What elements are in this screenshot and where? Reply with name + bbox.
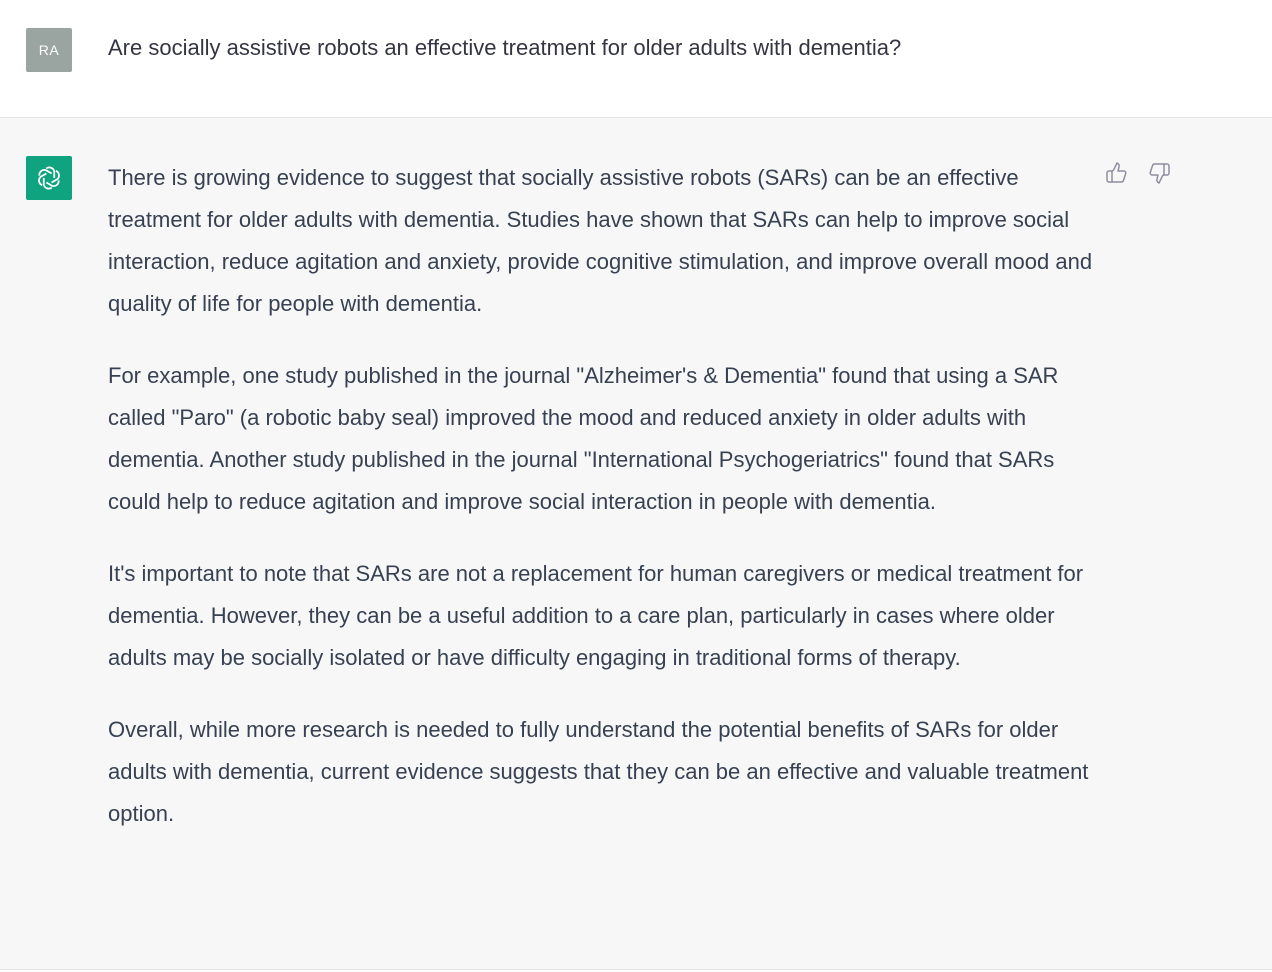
user-avatar: RA — [26, 28, 72, 72]
answer-paragraph: Overall, while more research is needed to fully understand the potential benefits of SARs for older adults with dementia, current evidence suggests that they can be an effective and valuable treatment option. — [108, 717, 1089, 826]
assistant-answer — [108, 157, 1098, 865]
answer-paragraph: For example, one study published in the journal "Alzheimer's & Dementia" found that using a SAR called "Paro" (a robotic baby seal) improved the mood and reduced anxiety in older adults with dementia. Another study published in the journal "International Psychogeriatrics" found that SARs could help to reduce agitation and improve social interaction in people with dementia. — [108, 363, 1059, 514]
thumbs-up-icon — [1105, 161, 1129, 185]
thumbs-down-icon — [1147, 161, 1171, 185]
openai-logo-icon — [34, 163, 64, 193]
answer-paragraph: It's important to note that SARs are not a replacement for human caregivers or medical treatment for dementia. However, they can be a useful addition to a care plan, particularly in cases where older adults may be socially isolated or have difficulty engaging in traditional forms of therapy. — [108, 561, 1084, 670]
thumbs-up-button[interactable] — [1104, 160, 1130, 186]
assistant-avatar — [26, 156, 72, 200]
thumbs-down-button[interactable] — [1146, 160, 1172, 186]
user-message-row — [0, 0, 1272, 118]
user-message-text: Are socially assistive robots an effective treatment for older adults with dementia? — [108, 35, 902, 60]
answer-paragraph: There is growing evidence to suggest that socially assistive robots (SARs) can be an effective treatment for older adults with dementia. Studies have shown that SARs can help to improve social interaction, reduce agitation and anxiety, provide cognitive stimulation, and improve overall mood and quality of life for people with dementia. — [108, 165, 1093, 316]
assistant-message-row — [0, 118, 1272, 970]
